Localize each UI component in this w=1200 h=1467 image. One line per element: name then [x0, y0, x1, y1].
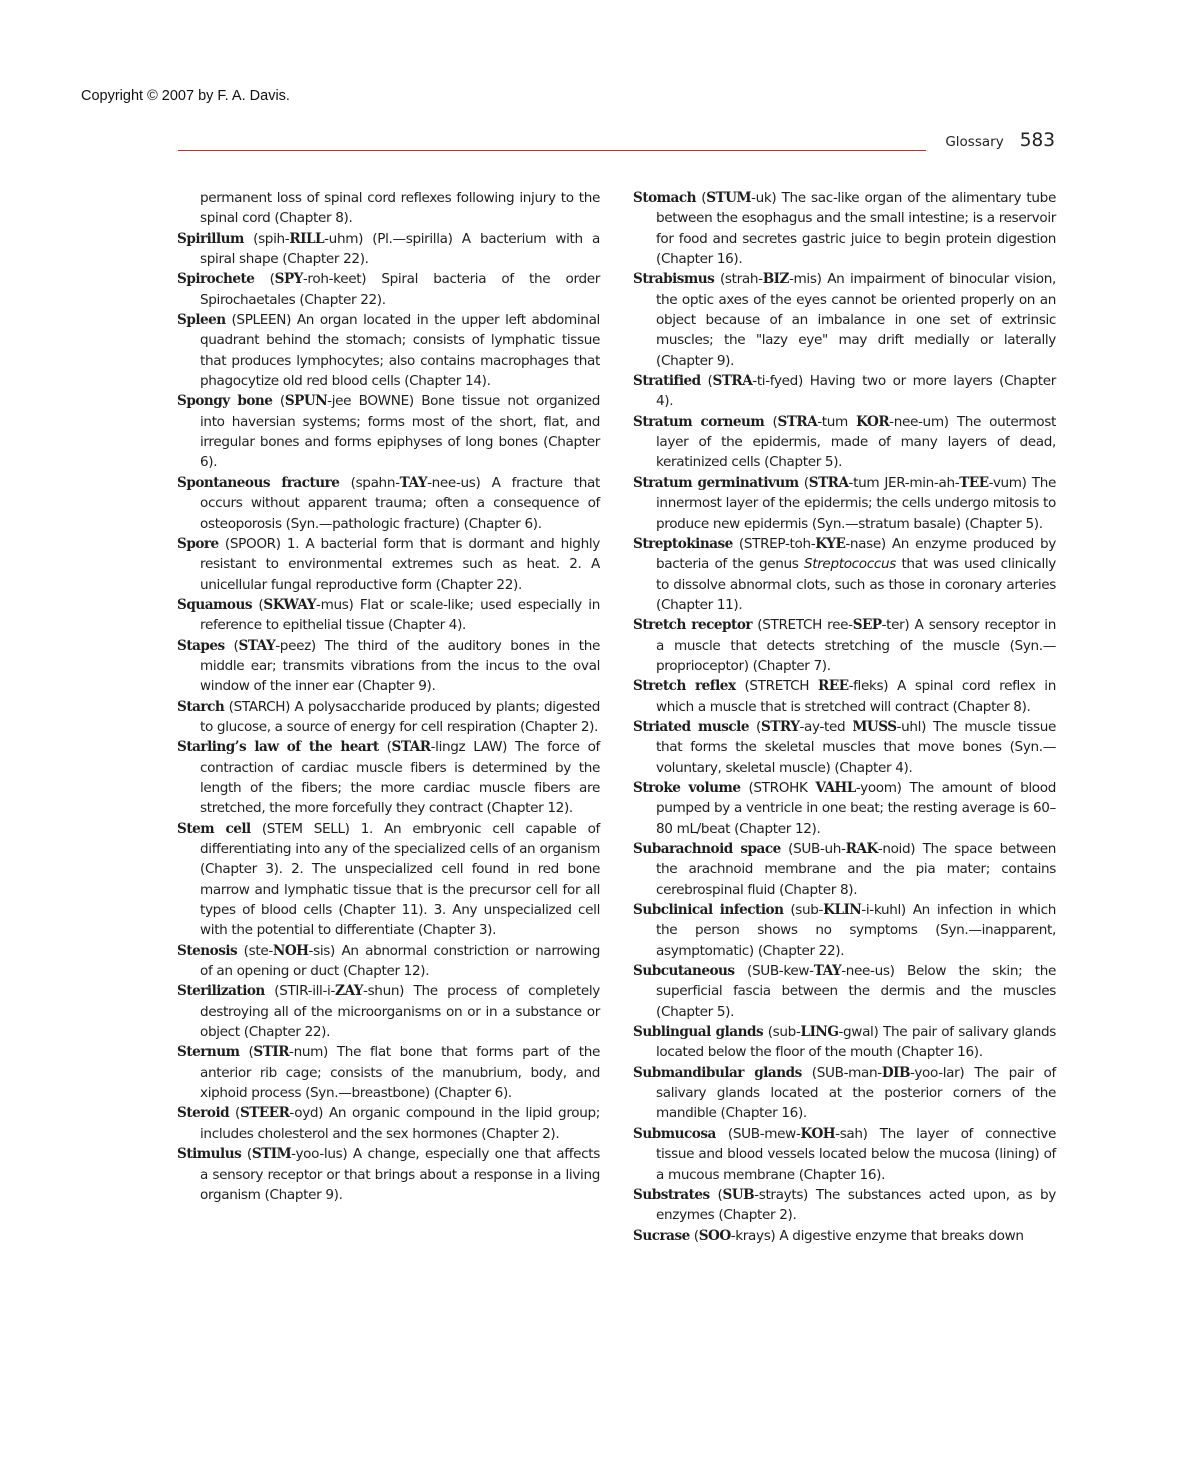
definition: The innermost layer of the epidermis; the cells undergo mitosis to produce new epidermis (Syn.—stratum basale) (Chapter 5).	[656, 474, 1056, 532]
glossary-entry	[177, 473, 600, 534]
glossary-term: Stretch receptor	[633, 617, 753, 634]
glossary-entry	[633, 676, 1056, 717]
definition: The amount of blood pumped by a ventricle in one beat; the resting average is 60–80 mL/beat (Chapter 12).	[656, 779, 1056, 837]
pronunciation: (STROHK VAHL-yoom)	[748, 779, 902, 796]
glossary-entry	[177, 310, 600, 391]
glossary-term: Spore	[177, 535, 219, 552]
definition: A fracture that occurs without apparent trauma; often a consequence of osteoporosis (Syn.—pathologic fracture) (Chapter 6).	[200, 474, 600, 532]
glossary-term: Spontaneous fracture	[177, 474, 340, 491]
definition: The force of contraction of cardiac muscle fibers is determined by the length of the fibers; the more cardiac muscle fibers are stretched, the more forcefully they contract (Chapter 12).	[200, 739, 600, 817]
section-label: Glossary	[945, 134, 1004, 150]
definition: An impairment of binocular vision, the optic axes of the eyes cannot be oriented properly on an object because of an imbalance in one set of extrinsic muscles; the "lazy eye" may drift medially or laterally (Chapter 9).	[656, 271, 1056, 369]
pronunciation: (SUB-uh-RAK-noid)	[788, 841, 916, 857]
glossary-entry	[633, 1022, 1056, 1063]
definition: A spinal cord reflex in which a muscle that is stretched will contract (Chapter 8).	[656, 678, 1057, 715]
header-rule	[178, 150, 926, 151]
glossary-term: Stratified	[633, 373, 701, 390]
pronunciation: (SUB-strayts)	[717, 1186, 809, 1203]
copyright-notice: Copyright © 2007 by F. A. Davis.	[81, 88, 290, 104]
definition: The process of completely destroying all of the microorganisms on or in a substance or object (Chapter 22).	[200, 983, 600, 1041]
glossary-entry	[633, 778, 1056, 839]
pronunciation: (STRA-ti-fyed)	[707, 373, 803, 390]
definition: The space between the arachnoid membrane and the pia mater; contains cerebrospinal fluid (Chapter 8).	[656, 841, 1056, 898]
glossary-entry	[633, 1226, 1056, 1246]
glossary-term: Sucrase	[633, 1227, 690, 1244]
glossary-term: Stroke volume	[633, 779, 741, 796]
definition: A polysaccharide produced by plants; digested to glucose, a source of energy for cell respiration (Chapter 2).	[200, 698, 600, 735]
pronunciation: (SKWAY-mus)	[258, 596, 354, 613]
glossary-entry	[177, 391, 600, 472]
glossary-term: Subarachnoid space	[633, 841, 781, 857]
glossary-entry	[177, 229, 600, 270]
glossary-term: Starch	[177, 698, 225, 715]
glossary-term: Steroid	[177, 1105, 230, 1122]
definition: Bone tissue not organized into haversian systems; forms most of the short, flat, and irregular bones and forms epiphyses of long bones (Chapter 6).	[200, 393, 601, 471]
pronunciation: (SUB-kew-TAY-nee-us)	[747, 963, 895, 980]
definition: An organ located in the upper left abdominal quadrant behind the stomach; consists of lymphatic tissue that produces lymphocytes; also contains macrophages that phagocytize old red blood cells (Chapter 14).	[200, 312, 600, 390]
pronunciation: (STIM-yoo-lus)	[246, 1146, 348, 1163]
pronunciation: (SOO-krays)	[693, 1227, 776, 1244]
glossary-entry	[177, 1103, 600, 1144]
glossary-entry	[177, 697, 600, 738]
page-number: 583	[1019, 130, 1055, 151]
pronunciation: (sub-KLIN-i-kuhl)	[790, 902, 906, 919]
definition: 1. An embryonic cell capable of differentiating into any of the specialized cells of an organism (Chapter 3). 2. The unspecialized cell found in red bone marrow and lymphatic tissue that is the precursor cell for all types of blood cells (Chapter 11). 3. Any unspecialized cell with the potential to differentiate (Chapter 3).	[200, 820, 600, 939]
pronunciation: (STEM SELL)	[261, 820, 350, 837]
pronunciation: (STRETCH REE-fleks)	[744, 678, 889, 695]
glossary-entry	[633, 269, 1056, 371]
left-column	[177, 188, 600, 1205]
glossary-term: Spongy bone	[177, 393, 273, 410]
pronunciation: (STIR-ill-i-ZAY-shun)	[274, 983, 405, 1000]
definition: A sensory receptor in a muscle that detects stretching of the muscle (Syn.—proprioceptor) (Chapter 7).	[656, 617, 1056, 674]
definition: The pair of salivary glands located at the posterior corners of the mandible (Chapter 16).	[656, 1064, 1056, 1122]
definition: (Pl.—spirilla) A bacterium with a spiral shape (Chapter 22).	[200, 230, 600, 268]
pronunciation: (STREP-toh-KYE-nase)	[738, 535, 886, 552]
glossary-term: Streptokinase	[633, 535, 733, 552]
glossary-term: Submandibular glands	[633, 1064, 802, 1081]
definition: An organic compound in the lipid group; includes cholesterol and the sex hormones (Chapter 2).	[200, 1105, 600, 1142]
definition: Having two or more layers (Chapter 4).	[656, 373, 1057, 410]
glossary-term: Spirillum	[177, 230, 244, 247]
glossary-term: Subclinical infection	[633, 902, 784, 919]
left-entries	[177, 229, 600, 1206]
pronunciation: (SUB-man-DIB-yoo-lar)	[811, 1064, 965, 1081]
glossary-term: Submucosa	[633, 1125, 716, 1142]
pronunciation: (STRA-tum JER-min-ah-TEE-vum)	[803, 474, 1027, 491]
glossary-entry	[633, 534, 1056, 615]
glossary-term: Spirochete	[177, 271, 255, 288]
glossary-term: Stomach	[633, 190, 697, 206]
glossary-entry	[177, 1042, 600, 1103]
continued-definition: permanent loss of spinal cord reflexes following injury to the spinal cord (Chapter 8).	[200, 190, 600, 227]
glossary-term: Stem cell	[177, 820, 251, 837]
glossary-entry	[633, 961, 1056, 1022]
pronunciation: (STEER-oyd)	[235, 1105, 324, 1122]
definition: An infection in which the person shows no symptoms (Syn.—inapparent, asymptomatic) (Chapter 22).	[656, 902, 1056, 959]
pronunciation: (SUB-mew-KOH-sah)	[727, 1125, 868, 1142]
pronunciation: (STARCH)	[228, 698, 291, 715]
glossary-entry	[177, 595, 600, 636]
pronunciation: (SPUN-jee BOWNE)	[279, 393, 414, 410]
glossary-term: Stretch reflex	[633, 678, 736, 695]
definition: A change, especially one that affects a sensory receptor or that brings about a response in a living organism (Chapter 9).	[200, 1146, 600, 1203]
glossary-term: Stapes	[177, 637, 225, 654]
glossary-term: Starling’s law of the heart	[177, 739, 379, 756]
glossary-term: Stratum germinativum	[633, 474, 799, 491]
definition: The flat bone that forms part of the anterior rib cage; consists of the manubrium, body, and xiphoid process (Syn.—breastbone) (Chapter 6).	[200, 1044, 600, 1102]
pronunciation: (SPLEEN)	[231, 312, 292, 329]
glossary-term: Substrates	[633, 1186, 710, 1203]
definition: A digestive enzyme that breaks down	[779, 1227, 1024, 1244]
pronunciation: (STRA-tum KOR-nee-um)	[772, 413, 949, 430]
pronunciation: (SPY-roh-keet)	[269, 271, 367, 288]
pronunciation: (sub-LING-gwal)	[767, 1024, 879, 1041]
glossary-entry	[633, 473, 1056, 534]
glossary-entry	[177, 941, 600, 982]
running-head	[945, 130, 1055, 151]
glossary-entry	[633, 615, 1056, 676]
definition: Flat or scale-like; used especially in reference to epithelial tissue (Chapter 4).	[200, 596, 600, 634]
definition: 1. A bacterial form that is dormant and highly resistant to environmental extremes such as heat. 2. A unicellular fungal reproductive form (Chapter 22).	[200, 535, 600, 593]
glossary-entry	[633, 1063, 1056, 1124]
glossary-entry	[633, 839, 1056, 900]
right-entries	[633, 188, 1056, 1246]
definition: Below the skin; the superficial fascia between the dermis and the muscles (Chapter 5).	[656, 963, 1056, 1020]
pronunciation: (ste-NOH-sis)	[243, 942, 335, 959]
pronunciation: (STIR-num)	[248, 1044, 328, 1061]
glossary-entry	[633, 1185, 1056, 1226]
glossary-term: Sterilization	[177, 983, 265, 1000]
definition: The third of the auditory bones in the middle ear; transmits vibrations from the incus to the oval window of the inner ear (Chapter 9).	[200, 637, 600, 695]
glossary-entry	[177, 737, 600, 818]
glossary-term: Stimulus	[177, 1146, 242, 1163]
glossary-term: Sublingual glands	[633, 1024, 764, 1041]
glossary-entry	[633, 371, 1056, 412]
pronunciation: (STAR-lingz LAW)	[386, 739, 508, 756]
glossary-term: Stenosis	[177, 942, 238, 959]
pronunciation: (STRY-ay-ted MUSS-uhl)	[756, 718, 927, 735]
pronunciation: (STUM-uk)	[701, 190, 777, 206]
definition: An abnormal constriction or narrowing of an opening or duct (Chapter 12).	[200, 942, 600, 980]
glossary-entry	[177, 981, 600, 1042]
glossary-term: Squamous	[177, 596, 253, 613]
definition: The muscle tissue that forms the skeletal muscles that move bones (Syn.—voluntary, skeletal muscle) (Chapter 4).	[656, 718, 1056, 776]
glossary-entry	[633, 188, 1056, 269]
glossary-term: Sternum	[177, 1044, 240, 1061]
glossary-term: Strabismus	[633, 271, 715, 288]
pronunciation: (spahn-TAY-nee-us)	[350, 474, 481, 491]
pronunciation: (STRETCH ree-SEP-ter)	[757, 617, 910, 634]
glossary-entry	[177, 269, 600, 310]
definition: The substances acted upon, as by enzymes (Chapter 2).	[656, 1186, 1056, 1224]
glossary-term: Spleen	[177, 312, 226, 329]
glossary-term: Subcutaneous	[633, 963, 735, 980]
pronunciation: (spih-RILL-uhm)	[253, 230, 364, 247]
pronunciation: (strah-BIZ-mis)	[719, 271, 822, 288]
definition: Spiral bacteria of the order Spirochaetales (Chapter 22).	[200, 271, 600, 308]
pronunciation: (SPOOR)	[224, 535, 281, 552]
glossary-entry	[633, 900, 1056, 961]
glossary-entry	[633, 1124, 1056, 1185]
glossary-entry	[177, 534, 600, 595]
definition: The layer of connective tissue and blood vessels located below the mucosa (lining) of a mucous membrane (Chapter 16).	[656, 1125, 1056, 1183]
glossary-term: Stratum corneum	[633, 413, 765, 430]
definition: The outermost layer of the epidermis, made of many layers of dead, keratinized cells (Chapter 5).	[656, 413, 1056, 471]
glossary-entry	[633, 412, 1056, 473]
glossary-term: Striated muscle	[633, 718, 749, 735]
definition: An enzyme produced by bacteria of the genus Streptococcus that was used clinically to dissolve abnormal clots, such as those in coronary arteries (Chapter 11).	[656, 535, 1057, 613]
definition: The sac-like organ of the alimentary tube between the esophagus and the small intestine; is a reservoir for food and secretes gastric juice to begin protein digestion (Chapter 16).	[656, 190, 1056, 268]
glossary-entry	[177, 636, 600, 697]
definition: The pair of salivary glands located below the floor of the mouth (Chapter 16).	[656, 1024, 1056, 1061]
right-column	[633, 188, 1056, 1246]
pronunciation: (STAY-peez)	[233, 637, 316, 654]
glossary-entry	[177, 819, 600, 941]
glossary-entry	[633, 717, 1056, 778]
glossary-entry	[177, 1144, 600, 1205]
